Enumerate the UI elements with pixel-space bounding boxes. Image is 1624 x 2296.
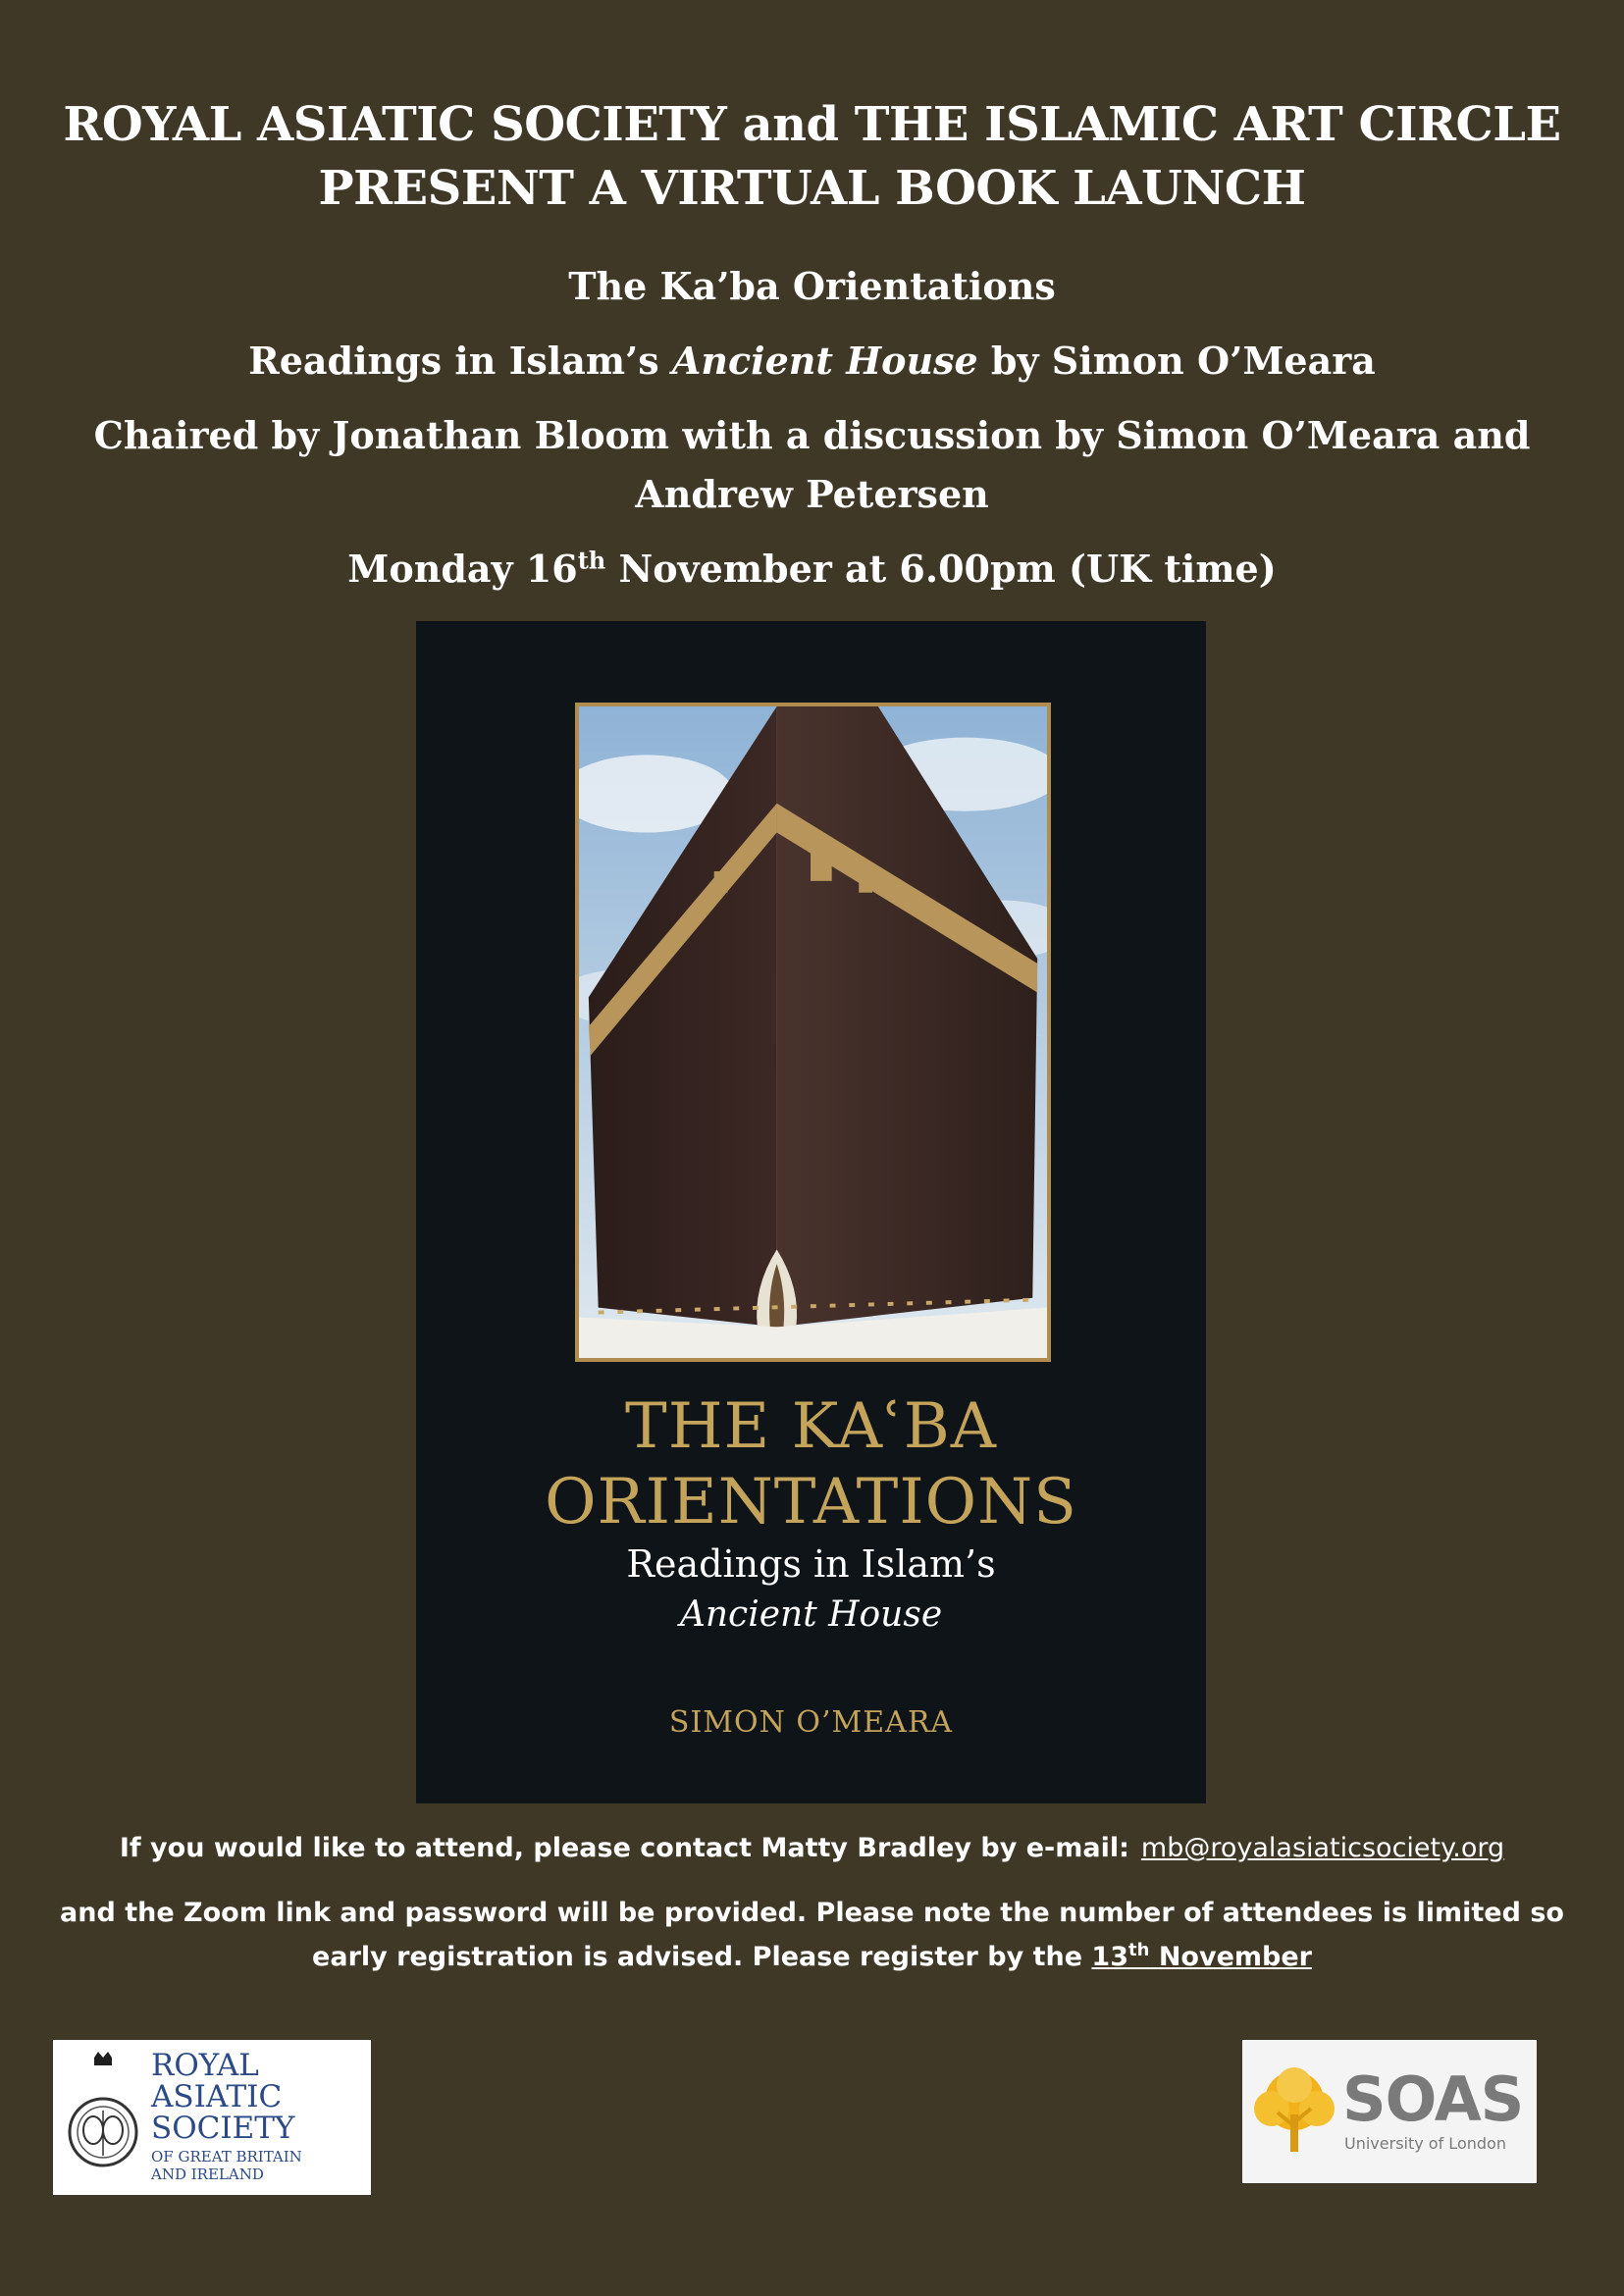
ras-name-line-1: ROYAL (151, 2048, 259, 2083)
info-line-3 (0, 1940, 1624, 1975)
subtitle-suffix: by Simon O’Meara (977, 339, 1376, 383)
cover-subtitle-line-1: Readings in Islam’s (626, 1542, 996, 1586)
register-prefix: early registration is advised. Please register by the (312, 1942, 1092, 1972)
kaaba-photo (575, 703, 1051, 1362)
ras-name-line-4: OF GREAT BRITAIN (151, 2148, 302, 2166)
event-date (0, 546, 1624, 593)
cover-title-line-1: THE KAʿBA (625, 1390, 997, 1463)
deadline-date (1091, 1942, 1312, 1972)
header-line-1: ROYAL ASIATIC SOCIETY and THE ISLAMIC ART CIRCLE (63, 97, 1561, 152)
ras-crest-icon (67, 2052, 139, 2185)
cover-author: SIMON O’MEARA (668, 1705, 954, 1740)
royal-asiatic-society-logo (53, 2040, 371, 2195)
kaaba-image (579, 706, 1047, 1358)
soas-name: SOAS (1342, 2063, 1524, 2135)
chair-line-1: Chaired by Jonathan Bloom with a discussion by Simon O’Meara and (93, 413, 1531, 457)
header-line-2: PRESENT A VIRTUAL BOOK LAUNCH (318, 161, 1306, 216)
ras-name-line-5: AND IRELAND (151, 2166, 264, 2183)
deadline-month: November (1149, 1942, 1312, 1972)
date-sup: th (577, 546, 606, 575)
book-subtitle (0, 338, 1624, 385)
ras-name-line-2: ASIATIC (151, 2079, 283, 2114)
email-link[interactable]: mb@royalasiaticsociety.org (1140, 1833, 1505, 1863)
book-cover (416, 621, 1206, 1803)
book-title: The Ka’ba Orientations (568, 264, 1056, 308)
date-suffix: November at 6.00pm (UK time) (605, 547, 1277, 591)
soas-logo (1242, 2040, 1537, 2183)
contact-line (0, 1831, 1624, 1866)
chair-line-2: Andrew Petersen (635, 472, 989, 516)
ras-name-line-3: SOCIETY (151, 2111, 295, 2146)
subtitle-prefix: Readings in Islam’s (248, 339, 672, 383)
subtitle-italic: Ancient House (671, 339, 978, 383)
date-prefix: Monday 16 (347, 547, 578, 591)
cover-title-line-2: ORIENTATIONS (545, 1466, 1077, 1539)
soas-subtitle: University of London (1344, 2134, 1506, 2153)
soas-tree-icon (1250, 2065, 1338, 2158)
info-line-2: and the Zoom link and password will be provided. Please note the number of attendees is limited so (60, 1898, 1564, 1928)
cover-subtitle-line-2: Ancient House (679, 1594, 943, 1635)
contact-text: If you would like to attend, please contact Matty Bradley by e-mail: (119, 1833, 1129, 1863)
deadline-day: 13 (1091, 1942, 1128, 1972)
deadline-sup: th (1128, 1940, 1150, 1960)
